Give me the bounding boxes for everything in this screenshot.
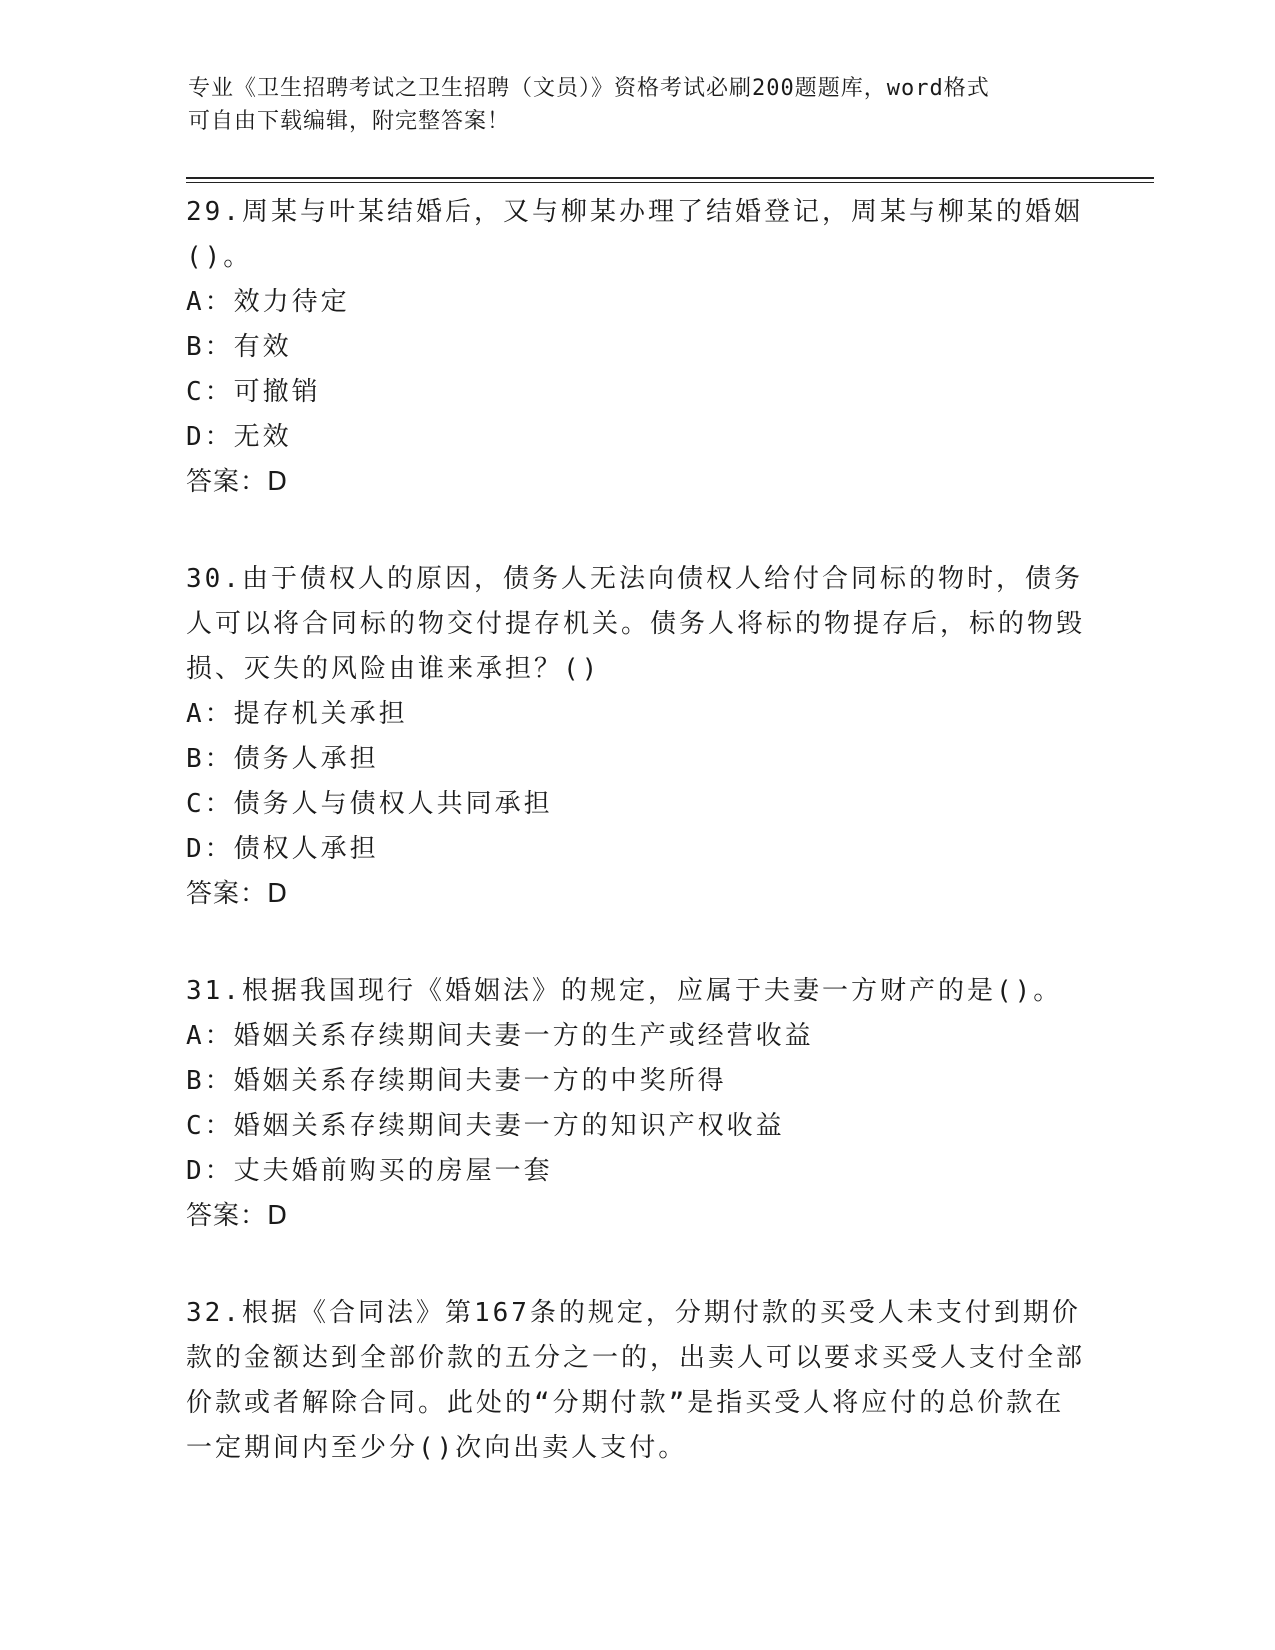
option-d: D：债权人承担 bbox=[186, 834, 379, 864]
question-list bbox=[186, 190, 1086, 1523]
header-line-2: 可自由下载编辑，附完整答案！ bbox=[188, 109, 511, 134]
document-header bbox=[188, 72, 1088, 138]
option-a: A：婚姻关系存续期间夫妻一方的生产或经营收益 bbox=[186, 1021, 814, 1051]
answer: 答案：D bbox=[186, 467, 289, 497]
answer: 答案：D bbox=[186, 1201, 289, 1231]
option-b: B：债务人承担 bbox=[186, 744, 379, 774]
question-29 bbox=[186, 190, 1086, 505]
header-line-1: 专业《卫生招聘考试之卫生招聘（文员）》资格考试必刷200题题库，word格式 bbox=[188, 76, 990, 101]
question-30 bbox=[186, 557, 1086, 917]
question-32 bbox=[186, 1291, 1086, 1471]
option-d: D：无效 bbox=[186, 422, 292, 452]
question-stem: 29.周某与叶某结婚后，又与柳某办理了结婚登记，周某与柳某的婚姻()。 bbox=[186, 197, 1083, 272]
option-c: C：债务人与债权人共同承担 bbox=[186, 789, 553, 819]
option-b: B：婚姻关系存续期间夫妻一方的中奖所得 bbox=[186, 1066, 727, 1096]
question-31 bbox=[186, 969, 1086, 1239]
question-stem: 32.根据《合同法》第167条的规定，分期付款的买受人未支付到期价款的金额达到全部价款的五分之一的，出卖人可以要求买受人支付全部价款或者解除合同。此处的“分期付款”是指买受人将应付的总价款在一定期间内至少分()次向出卖人支付。 bbox=[186, 1298, 1086, 1463]
option-a: A：提存机关承担 bbox=[186, 699, 408, 729]
option-c: C：可撤销 bbox=[186, 377, 321, 407]
question-stem: 30.由于债权人的原因，债务人无法向债权人给付合同标的物时，债务人可以将合同标的物交付提存机关。债务人将标的物提存后，标的物毁损、灭失的风险由谁来承担？() bbox=[186, 564, 1086, 684]
header-divider bbox=[186, 177, 1154, 183]
answer: 答案：D bbox=[186, 879, 289, 909]
option-c: C：婚姻关系存续期间夫妻一方的知识产权收益 bbox=[186, 1111, 785, 1141]
question-stem: 31.根据我国现行《婚姻法》的规定，应属于夫妻一方财产的是()。 bbox=[186, 976, 1063, 1006]
option-d: D：丈夫婚前购买的房屋一套 bbox=[186, 1156, 553, 1186]
option-b: B：有效 bbox=[186, 332, 292, 362]
option-a: A：效力待定 bbox=[186, 287, 350, 317]
